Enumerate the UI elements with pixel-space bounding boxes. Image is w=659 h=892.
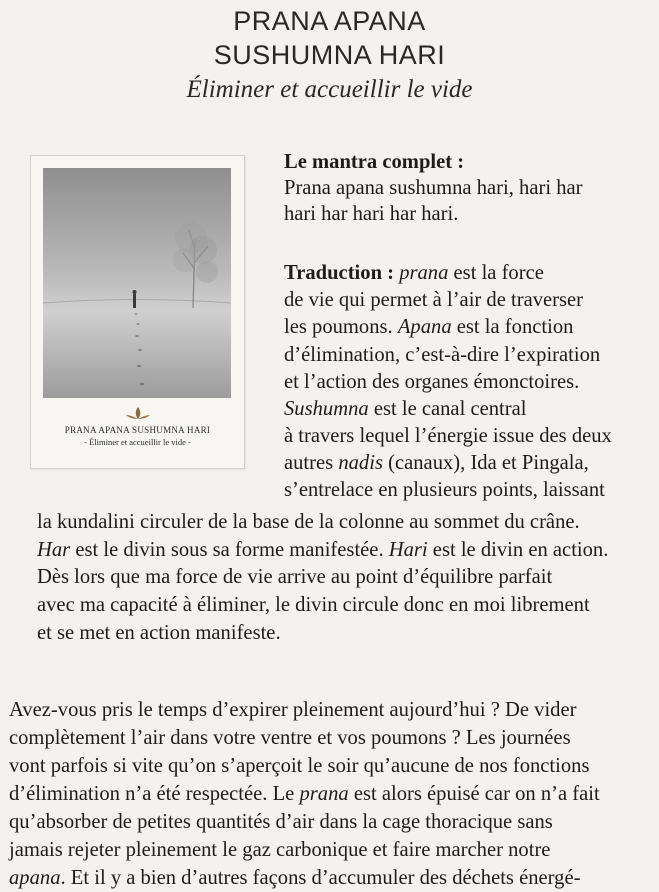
body-line: qu’absorber de petites quantités d’air dans la cage thoracique sans — [9, 811, 553, 833]
translation-line: Traduction : prana est la force — [284, 262, 544, 284]
card-caption-subtitle: - Éliminer et accueillir le vide - — [84, 437, 191, 447]
walking-figure-icon — [133, 290, 137, 308]
mantra-line: Prana apana sushumna hari, hari har — [284, 177, 583, 199]
translation-line: Sushumna est le canal central — [284, 398, 527, 420]
body-line: d’élimination n’a été respectée. Le prana est alors épuisé car on n’a fait — [9, 783, 600, 805]
translation-line: s’entrelace en plusieurs points, laissant — [284, 479, 605, 501]
translation-line: à travers lequel l’énergie issue des deux — [284, 425, 612, 447]
body-line: Avez-vous pris le temps d’expirer pleinement aujourd’hui ? De vider — [9, 699, 577, 721]
translation-line: Dès lors que ma force de vie arrive au point d’équilibre parfait — [37, 566, 553, 588]
page-subtitle: Éliminer et accueillir le vide — [186, 76, 473, 103]
card-illustration — [43, 168, 231, 398]
body-line: apana. Et il y a bien d’autres façons d’accumuler des déchets énergé- — [9, 867, 581, 889]
translation-line: Har est le divin sous sa forme manifestée. Hari est le divin en action. — [37, 539, 609, 561]
translation-label: Traduction : — [284, 262, 395, 284]
mantra-label: Le mantra complet : — [284, 151, 465, 173]
page-title-line-1: PRANA APANA — [233, 6, 426, 36]
translation-line: et l’action des organes émonctoires. — [284, 371, 580, 393]
mantra-card-image — [30, 155, 245, 469]
translation-line: et se met en action manifeste. — [37, 622, 281, 644]
mantra-line: hari har hari har hari. — [284, 203, 459, 225]
body-line: complètement l’air dans votre ventre et vos poumons ? Les journées — [9, 727, 571, 749]
body-line: jamais rejeter pleinement le gaz carbonique et faire marcher notre — [9, 839, 551, 861]
card-caption-title: PRANA APANA SUSHUMNA HARI — [64, 425, 211, 435]
translation-line: autres nadis (canaux), Ida et Pingala, — [284, 452, 589, 474]
body-line: vont parfois si vite qu’on s’aperçoit le soir qu’aucune de nos fonctions — [9, 755, 590, 777]
page-title-line-2: SUSHUMNA HARI — [213, 40, 446, 70]
translation-line: d’élimination, c’est-à-dire l’expiration — [284, 344, 601, 366]
lotus-ornament-icon — [125, 406, 151, 420]
translation-line: la kundalini circuler de la base de la colonne au sommet du crâne. — [37, 511, 580, 533]
translation-line: avec ma capacité à éliminer, le divin circule donc en moi librement — [37, 594, 590, 616]
translation-line: de vie qui permet à l’air de traverser — [284, 289, 584, 311]
translation-line: les poumons. Apana est la fonction — [284, 316, 574, 338]
